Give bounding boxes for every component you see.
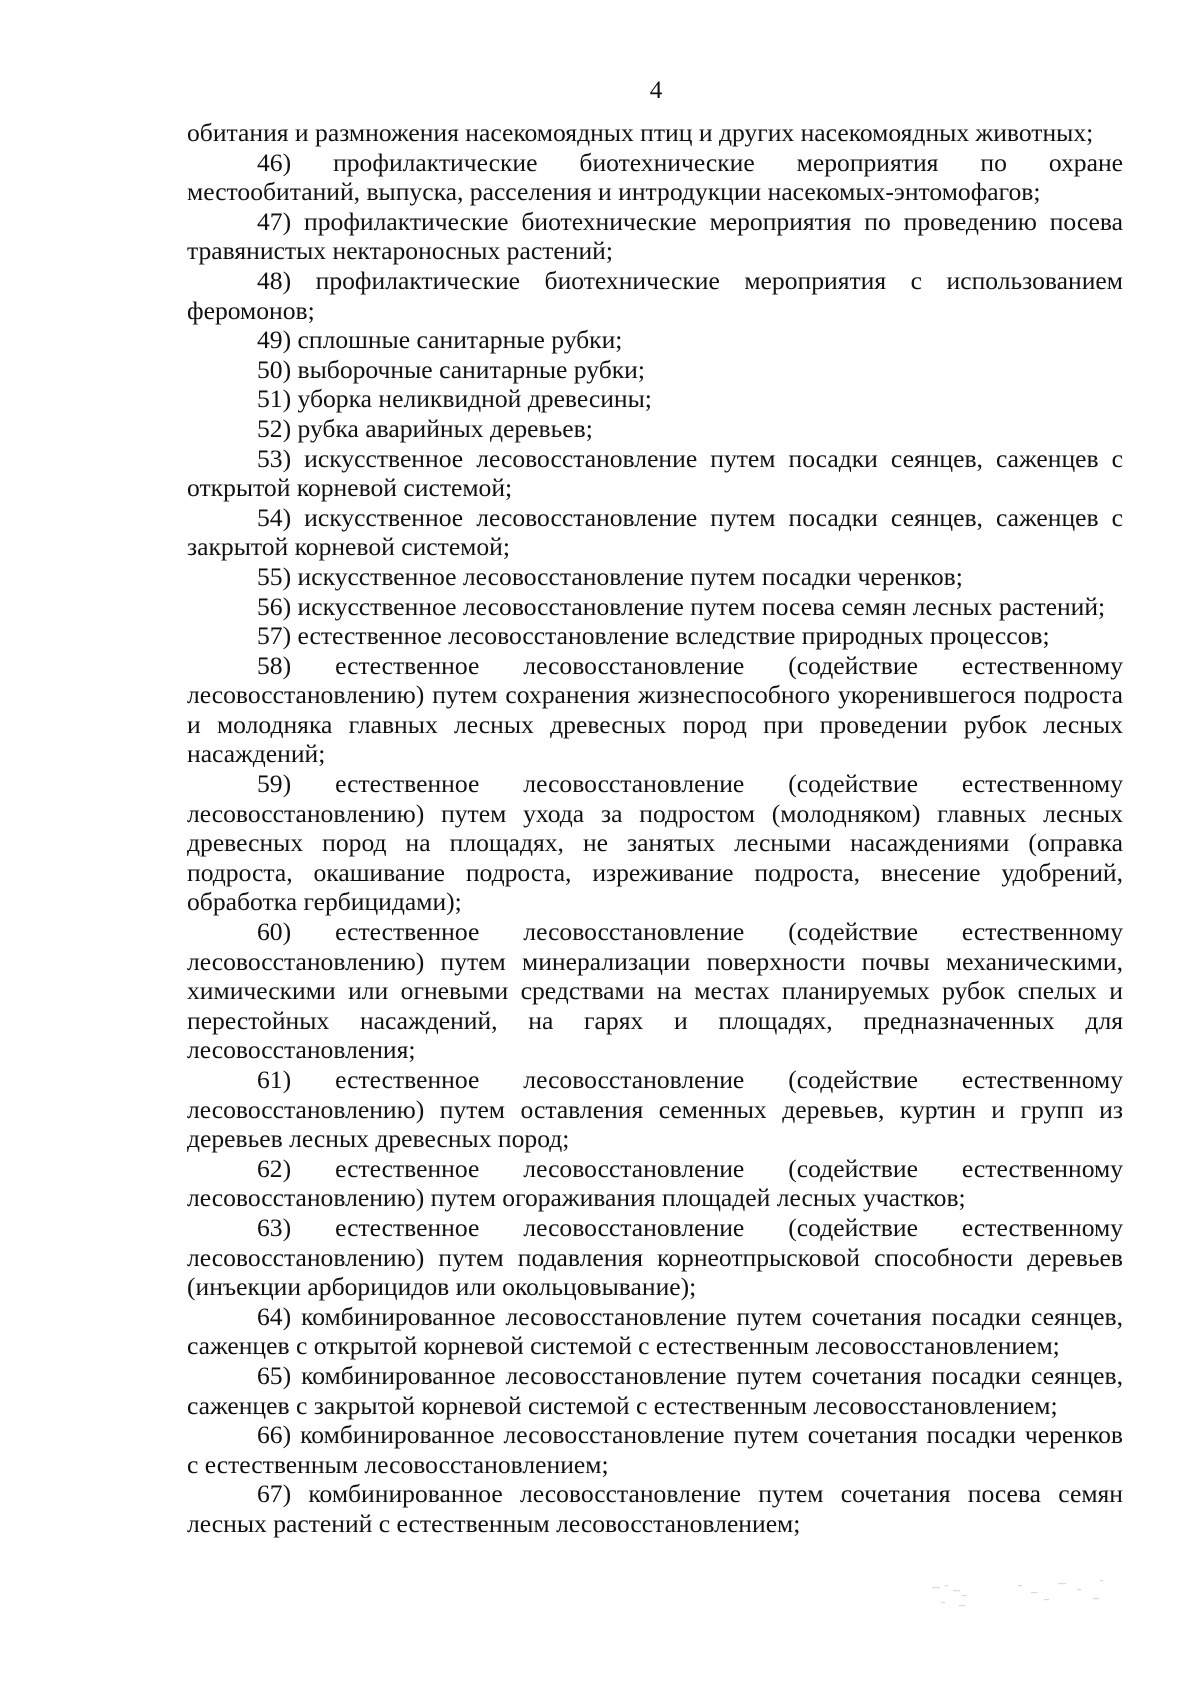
list-item-47: 47) профилактические биотехнические мероприятия по проведению посева травянистых нектароносных растений;	[187, 206, 1123, 266]
list-item-58: 58) естественное лесовосстановление (содействие естественному лесовосстановлению) путем сохранения жизнеспособного укоренившегося подроста и молодняка главных лесных древесных пород при проведении рубок лесных насаждений;	[187, 650, 1123, 769]
list-item-65: 65) комбинированное лесовосстановление путем сочетания посадки сеянцев, саженцев с закрытой корневой системой с естественным лесовосстановлением;	[187, 1360, 1123, 1420]
list-item-63: 63) естественное лесовосстановление (содействие естественному лесовосстановлению) путем подавления корнеотпрысковой способности деревьев (инъекции арборицидов или окольцовывание);	[187, 1212, 1123, 1302]
list-item-64: 64) комбинированное лесовосстановление путем сочетания посадки сеянцев, саженцев с открытой корневой системой с естественным лесовосстановлением;	[187, 1301, 1123, 1361]
list-item-66: 66) комбинированное лесовосстановление путем сочетания посадки черенков с естественным лесовосстановлением;	[187, 1420, 1123, 1479]
list-item-52: 52) рубка аварийных деревьев;	[257, 413, 593, 443]
list-item-67: 67) комбинированное лесовосстановление путем сочетания посева семян лесных растений с естественным лесовосстановлением;	[187, 1479, 1123, 1538]
list-item-53: 53) искусственное лесовосстановление путем посадки сеянцев, саженцев с открытой корневой системой;	[187, 443, 1123, 503]
list-item-61: 61) естественное лесовосстановление (содействие естественному лесовосстановлению) путем оставления семенных деревьев, куртин и групп из деревьев лесных древесных пород;	[187, 1065, 1123, 1154]
document-body	[187, 118, 1123, 1539]
list-item-56: 56) искусственное лесовосстановление путем посева семян лесных растений;	[257, 591, 1106, 621]
paragraph-continuation: обитания и размножения насекомоядных птиц и других насекомоядных животных;	[187, 118, 1094, 147]
list-item-60: 60) естественное лесовосстановление (содействие естественному лесовосстановлению) путем минерализации поверхности почвы механическими, химическими или огневыми средствами на местах планируемых рубок спелых и перестойных насаждений, на гарях и площадях, предназначенных для лесовосстановления;	[187, 917, 1123, 1065]
list-item-51: 51) уборка неликвидной древесины;	[257, 384, 652, 414]
list-item-46: 46) профилактические биотехнические мероприятия по охране местообитаний, выпуска, расселения и интродукции насекомых-энтомофагов;	[187, 147, 1123, 207]
list-item-55: 55) искусственное лесовосстановление путем посадки черенков;	[257, 561, 963, 591]
page-number: 4	[649, 77, 663, 104]
list-item-48: 48) профилактические биотехнические мероприятия с использованием феромонов;	[187, 265, 1123, 325]
list-item-50: 50) выборочные санитарные рубки;	[257, 354, 645, 384]
list-item-57: 57) естественное лесовосстановление вследствие природных процессов;	[257, 621, 1050, 651]
list-item-54: 54) искусственное лесовосстановление путем посадки сеянцев, саженцев с закрытой корневой системой;	[187, 502, 1123, 562]
list-item-49: 49) сплошные санитарные рубки;	[257, 325, 623, 355]
list-item-59: 59) естественное лесовосстановление (содействие естественному лесовосстановлению) путем ухода за подростом (молодняком) главных лесных древесных пород на площадях, не занятых лесными насаждениями (оправка подроста, окашивание подроста, изреживание подроста, внесение удобрений, обработка гербицидами);	[187, 769, 1123, 917]
scan-noise-mark	[926, 1575, 1116, 1620]
list-item-62: 62) естественное лесовосстановление (содействие естественному лесовосстановлению) путем огораживания площадей лесных участков;	[187, 1153, 1123, 1213]
